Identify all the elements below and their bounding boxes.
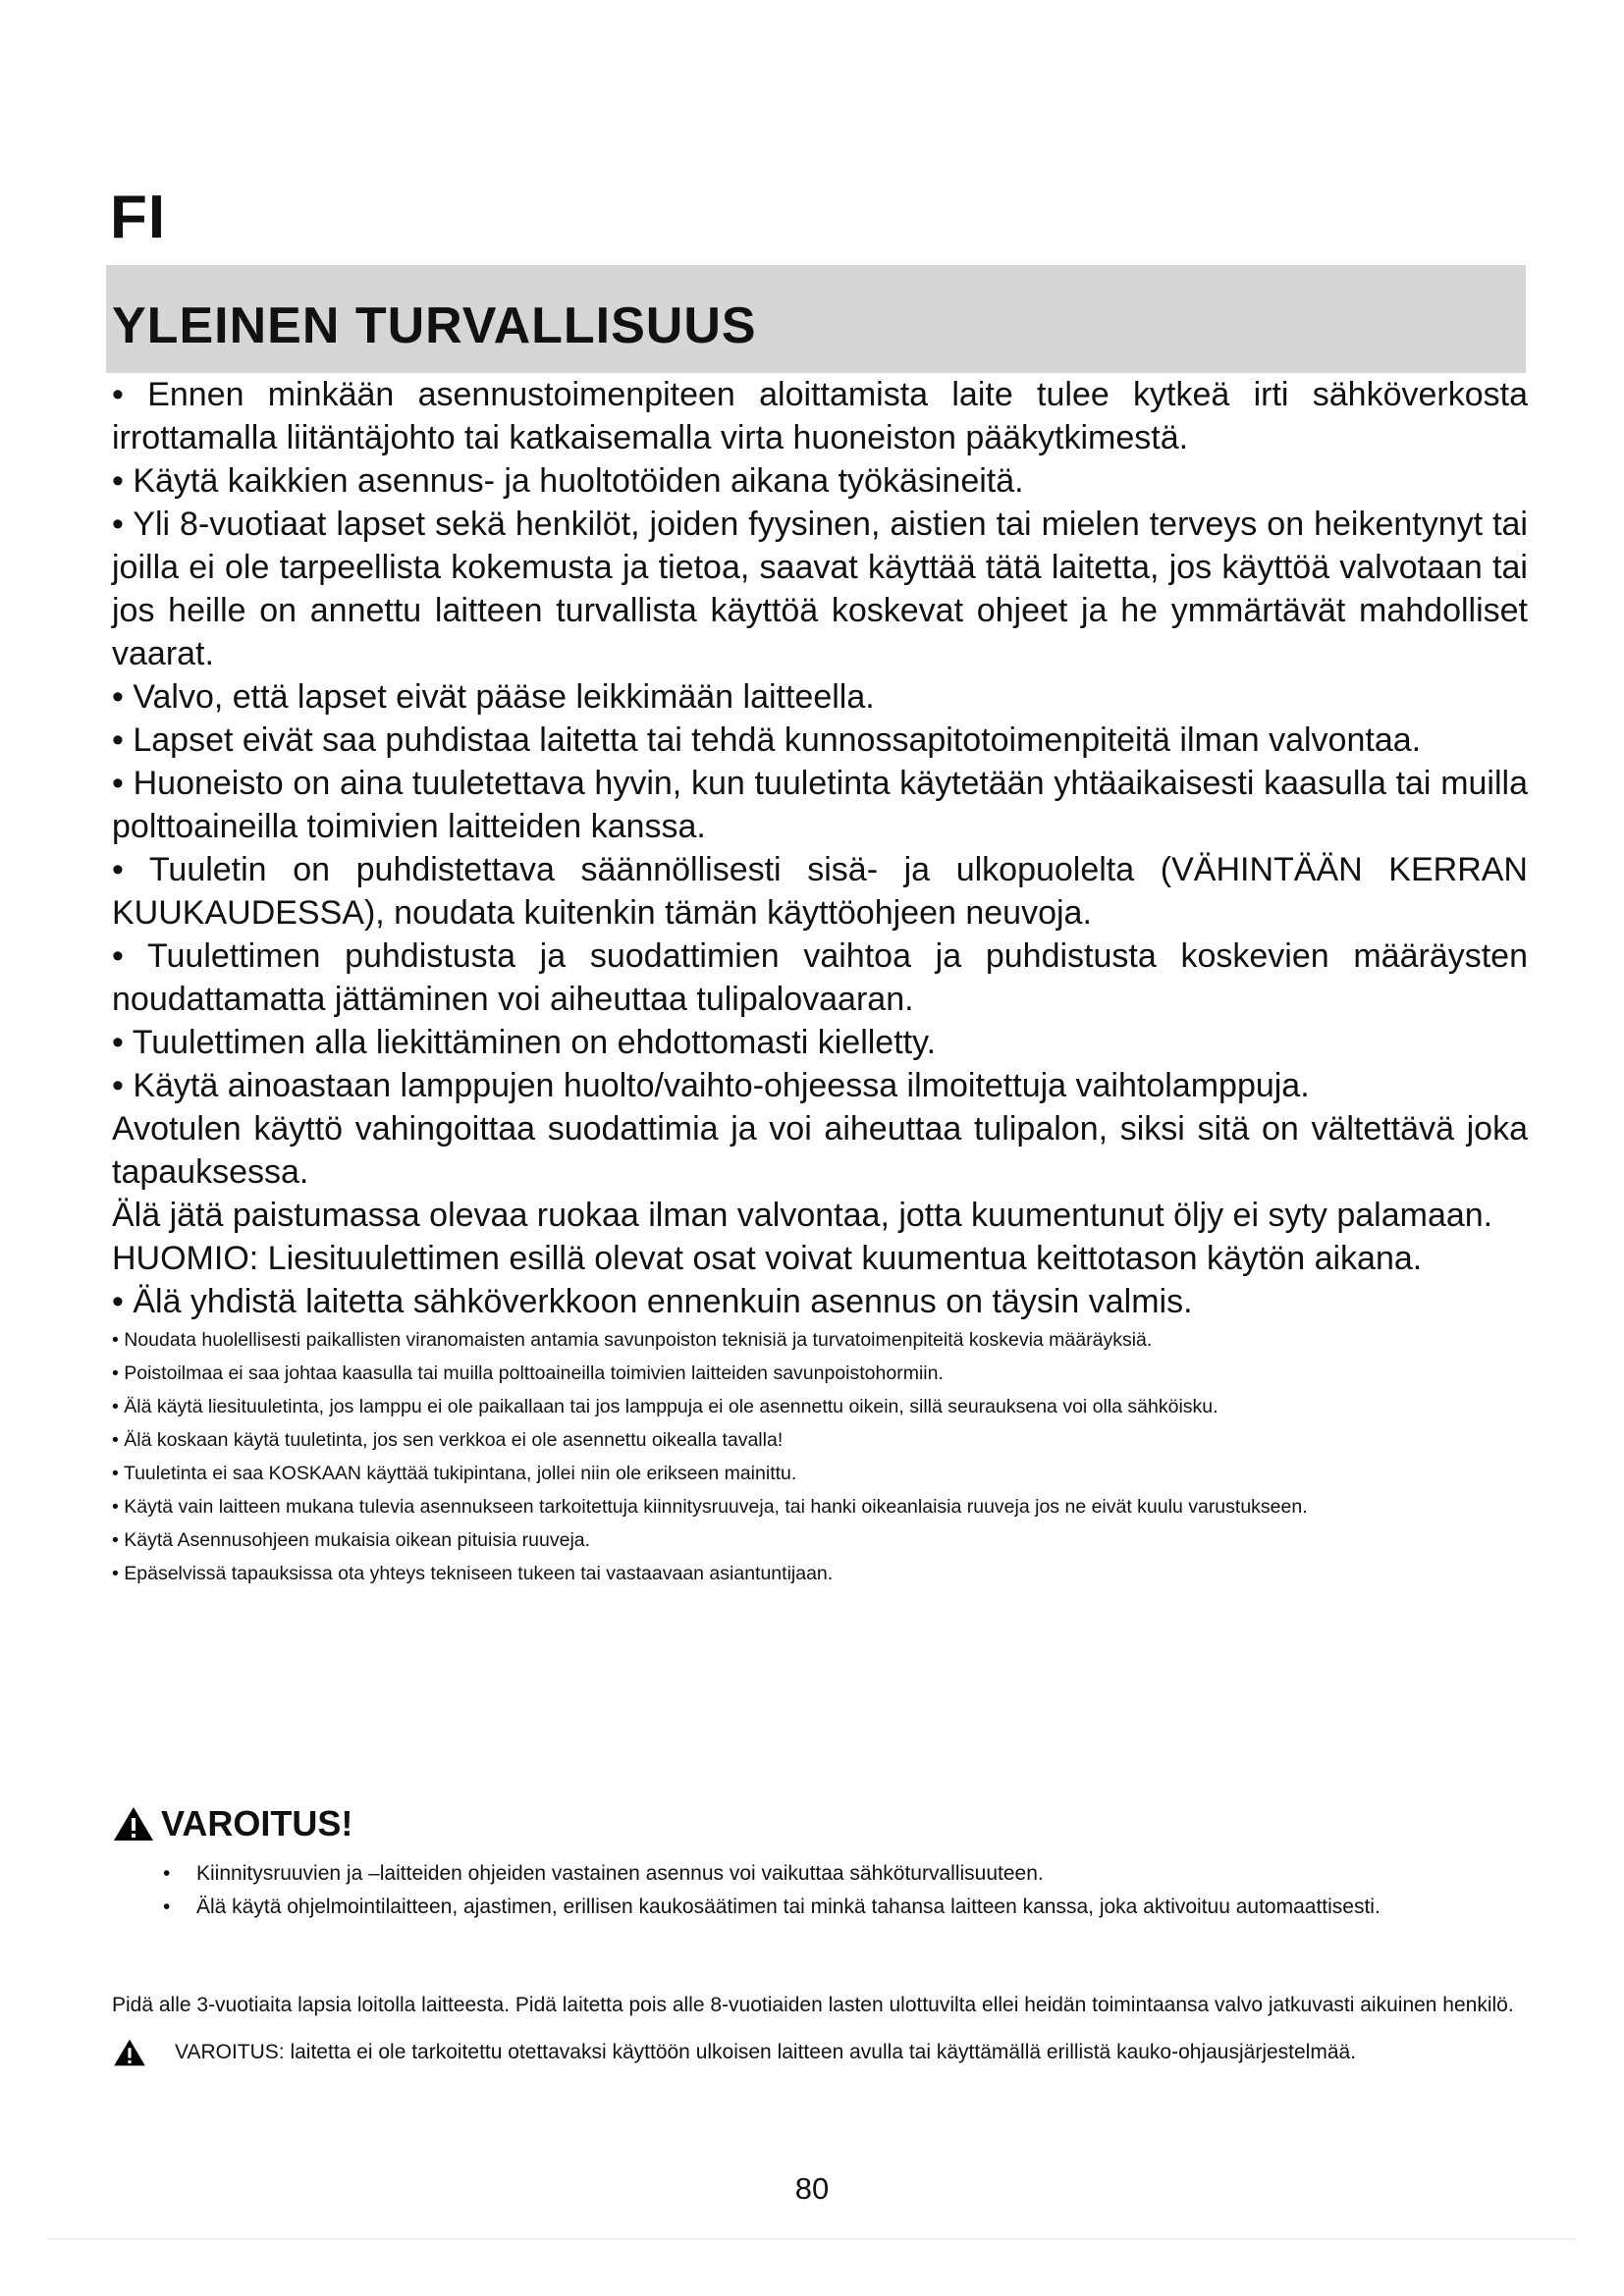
- small-instruction: • Käytä vain laitteen mukana tulevia asennukseen tarkoitettuja kiinnitysruuveja, tai hanki oikeanlaisia ruuveja jos ne eivät kuulu varustukseen.: [112, 1496, 1308, 1518]
- remote-warning: [112, 2036, 1528, 2069]
- warning-title: [112, 1796, 1528, 1851]
- small-instruction: • Tuuletinta ei saa KOSKAAN käyttää tukipintana, jollei niin ole erikseen mainittu.: [112, 1463, 797, 1484]
- instruction-paragraph: • Lapset eivät saa puhdistaa laitetta tai tehdä kunnossapitotoimenpiteitä ilman valvontaa.: [112, 721, 1422, 759]
- warning-item: • Kiinnitysruuvien ja –laitteiden ohjeiden vastainen asennus voi vaikuttaa sähköturvallisuuteen.: [163, 1862, 1044, 1885]
- warning-icon: [112, 2036, 175, 2069]
- instruction-paragraph: Avotulen käyttö vahingoittaa suodattimia ja voi aiheuttaa tulipalon, siksi sitä on vältettävä joka tapauksessa.: [112, 1110, 1528, 1191]
- small-instruction: • Käytä Asennusohjeen mukaisia oikean pituisia ruuveja.: [112, 1529, 591, 1551]
- instruction-paragraph: • Ennen minkään asennustoimenpiteen aloittamista laite tulee kytkeä irti sähköverkosta irrottamalla liitäntäjohto tai katkaisemalla virta huoneiston pääkytkimestä.: [112, 376, 1528, 456]
- instruction-paragraph: HUOMIO: Liesituulettimen esillä olevat osat voivat kuumentua keittotason käytön aikana.: [112, 1240, 1423, 1277]
- small-instruction: • Poistoilmaa ei saa johtaa kaasulla tai muilla polttoaineilla toimivien laitteiden savunpoistohormiin.: [112, 1362, 944, 1384]
- instruction-paragraph: Älä jätä paistumassa olevaa ruokaa ilman valvontaa, jotta kuumentunut öljy ei syty palamaan.: [112, 1197, 1493, 1234]
- bottom-notes: [112, 1989, 1528, 2069]
- instruction-paragraph: • Valvo, että lapset eivät pääse leikkimään laitteella.: [112, 678, 875, 716]
- small-instruction: • Noudata huolellisesti paikallisten viranomaisten antamia savunpoiston teknisiä ja turvatoimenpiteitä koskevia määräyksiä.: [112, 1329, 1153, 1351]
- warning-section: [112, 1796, 1528, 1924]
- instruction-paragraph: • Yli 8-vuotiaat lapset sekä henkilöt, joiden fyysinen, aistien tai mielen terveys on heikentynyt tai joilla ei ole tarpeellista kokemusta ja tietoa, saavat käyttää tätä laitetta, jos käyttöä valvotaan tai jos heille on annettu laitteen turvallista käyttöä koskevat ohjeet ja he ymmärtävät mahdolliset vaarat.: [112, 506, 1528, 672]
- instruction-paragraph: • Käytä kaikkien asennus- ja huoltotöiden aikana työkäsineitä.: [112, 462, 1024, 500]
- children-note: Pidä alle 3-vuotiaita lapsia loitolla laitteesta. Pidä laitetta pois alle 8-vuotiaiden lasten ulottuvilta ellei heidän toimintaansa valvo jatkuvasti aikuinen henkilö.: [112, 1994, 1514, 2016]
- warning-icon: [112, 1805, 155, 1842]
- warning-item: • Älä käytä ohjelmointilaitteen, ajastimen, erillisen kaukosäätimen tai minkä tahansa laitteen kanssa, joka aktivoituu automaattisesti.: [163, 1896, 1380, 1918]
- instruction-paragraph: • Huoneisto on aina tuuletettava hyvin, kun tuuletinta käytetään yhtäaikaisesti kaasulla tai muilla polttoaineilla toimivien laitteiden kanssa.: [112, 765, 1528, 845]
- section-heading: YLEINEN TURVALLISUUS: [112, 297, 757, 354]
- instruction-paragraph: • Käytä ainoastaan lamppujen huolto/vaihto-ohjeessa ilmoitettuja vaihtolamppuja.: [112, 1067, 1310, 1104]
- page-number: 80: [794, 2171, 830, 2206]
- instruction-paragraph: • Tuuletin on puhdistettava säännöllisesti sisä- ja ulkopuolelta (VÄHINTÄÄN KERRAN KUUKAUDESSA), noudata kuitenkin tämän käyttöohjeen neuvoja.: [112, 851, 1528, 932]
- small-instruction: • Älä koskaan käytä tuuletinta, jos sen verkkoa ei ole asennettu oikealla tavalla!: [112, 1429, 784, 1451]
- remote-warning-text: VAROITUS: laitetta ei ole tarkoitettu otettavaksi käyttöön ulkoisen laitteen avulla tai käyttämällä erillistä kauko-ohjausjärjestelmää.: [175, 2041, 1357, 2063]
- small-instruction: • Älä käytä liesituuletinta, jos lamppu ei ole paikallaan tai jos lamppuja ei ole asennettu oikein, sillä seurauksena voi olla sähköisku.: [112, 1396, 1218, 1417]
- instruction-paragraph: • Tuulettimen puhdistusta ja suodattimien vaihtoa ja puhdistusta koskevien määräysten noudattamatta jättäminen voi aiheuttaa tulipalovaaran.: [112, 937, 1528, 1018]
- instruction-paragraph: • Tuulettimen alla liekittäminen on ehdottomasti kielletty.: [112, 1024, 937, 1061]
- footer-divider: [47, 2238, 1577, 2240]
- warning-list: [112, 1857, 1528, 1924]
- small-instruction: • Epäselvissä tapauksissa ota yhteys tekniseen tukeen tai vastaavaan asiantuntijaan.: [112, 1563, 834, 1584]
- language-code: FI: [110, 184, 167, 251]
- instruction-paragraph: • Älä yhdistä laitetta sähköverkkoon ennenkuin asennus on täysin valmis.: [112, 1283, 1193, 1320]
- warning-title-text: VAROITUS!: [161, 1803, 353, 1843]
- safety-instructions: [112, 373, 1528, 1590]
